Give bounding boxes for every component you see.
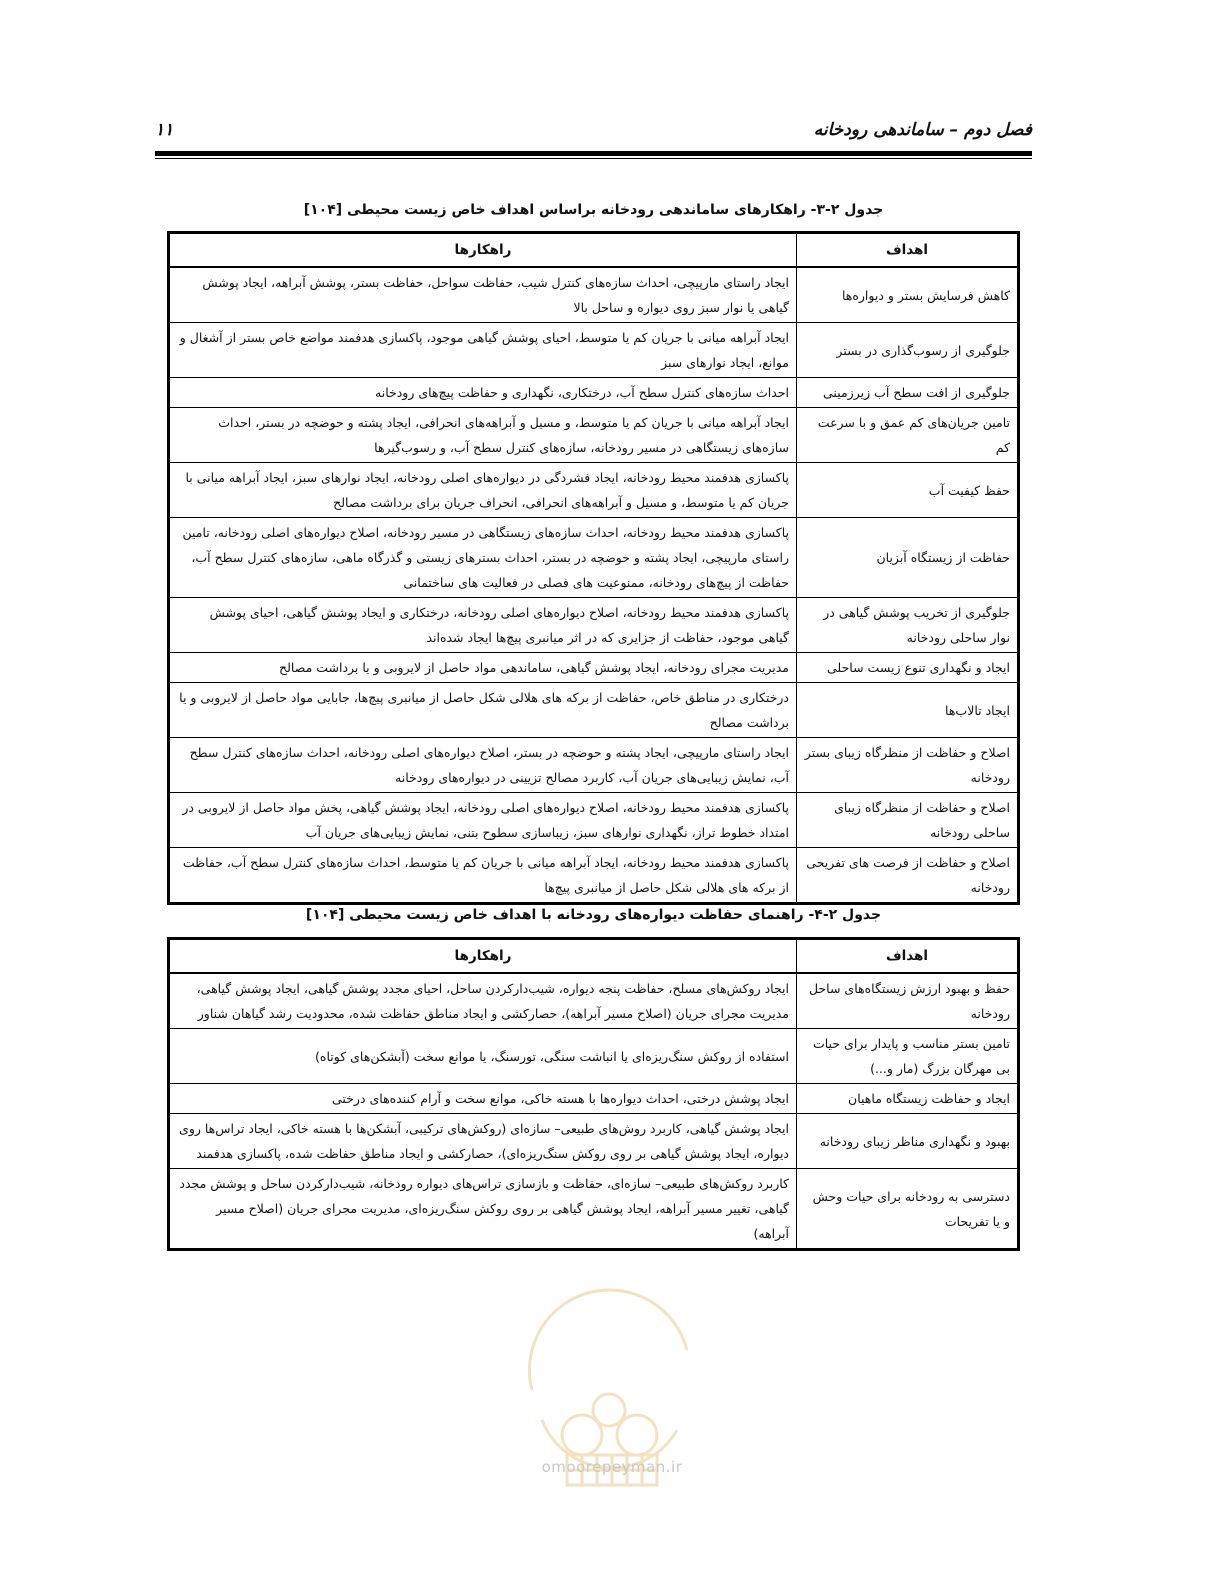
table1-header-row bbox=[169, 233, 1019, 268]
strategy-cell: کاربرد روکش‌های طبیعی– سازه‌ای، حفاظت و بازسازی تراس‌های دیواره رودخانه، شیب‌دارکردن ساحل و پوشش مجدد گیاهی، تغییر مسیر آبراهه، ایجاد پوشش گیاهی بر روی روکش سنگ‌ریزه‌ای، مدیریت مجرای جریان (اصلاح مسیر آبراهه) bbox=[169, 1169, 797, 1250]
table-row bbox=[169, 323, 1019, 378]
table2-header-row bbox=[169, 939, 1019, 974]
strategy-cell: پاکسازی هدفمند محیط رودخانه، اصلاح دیواره‌های اصلی رودخانه، درختکاری و ایجاد پوشش گیاهی، احیای پوشش گیاهی موجود، حفاظت از جزایری که در اثر میانبری پیچ‌ها ایجاد شده‌اند bbox=[169, 598, 797, 653]
table-row bbox=[169, 793, 1019, 848]
table-row bbox=[169, 738, 1019, 793]
page-number: ۱۱ bbox=[155, 120, 174, 140]
strategy-cell: پاکسازی هدفمند محیط رودخانه، اصلاح دیواره‌های اصلی رودخانه، ایجاد پوشش گیاهی، پخش مواد حاصل از لایروبی در امتداد خطوط تراز، نگهداری نوارهای سبز، زیباسازی سطوح بتنی، نمایش زیبایی‌های جریان آب bbox=[169, 793, 797, 848]
strategy-cell: ایجاد پوشش درختی، احداث دیواره‌ها با هسته خاکی، موانع سخت و آرام کننده‌های درختی bbox=[169, 1084, 797, 1114]
goal-cell: اصلاح و حفاظت از منظرگاه زیبای بستر رودخانه bbox=[797, 738, 1019, 793]
goal-cell: بهبود و نگهداری مناظر زیبای رودخانه bbox=[797, 1114, 1019, 1169]
goal-cell: ایجاد و حفاظت زیستگاه ماهیان bbox=[797, 1084, 1019, 1114]
table2-caption: جدول ۲-۴- راهنمای حفاظت دیواره‌های رودخانه با اهداف خاص زیست محیطی [۱۰۴] bbox=[305, 907, 882, 923]
table-row bbox=[169, 518, 1019, 598]
table-row bbox=[169, 1114, 1019, 1169]
goal-cell: ایجاد تالاب‌ها bbox=[797, 683, 1019, 738]
goal-cell: تامین جریان‌های کم عمق و با سرعت کم bbox=[797, 408, 1019, 463]
table-row bbox=[169, 408, 1019, 463]
goal-cell: اصلاح و حفاظت از منظرگاه زیبای ساحلی رودخانه bbox=[797, 793, 1019, 848]
goal-cell: جلوگیری از افت سطح آب زیرزمینی bbox=[797, 378, 1019, 408]
goal-cell: کاهش فرسایش بستر و دیواره‌ها bbox=[797, 267, 1019, 323]
table-row bbox=[169, 1084, 1019, 1114]
chapter-title: فصل دوم – ساماندهی رودخانه bbox=[813, 120, 1032, 140]
strategy-cell: پاکسازی هدفمند محیط رودخانه، احداث سازه‌های زیستگاهی در مسیر رودخانه، اصلاح دیواره‌های اصلی رودخانه، تامین راستای مارپیچی، ایجاد پشته و حوضچه در بستر، احداث بسترهای زیستی و گذرگاه ماهی، سازه‌های کنترل سطح آب، حفاظت از پیچ‌های رودخانه، ممنوعیت های فصلی در فعالیت های ساختمانی bbox=[169, 518, 797, 598]
strategy-cell: پاکسازی هدفمند محیط رودخانه، ایجاد آبراهه میانی با جریان کم یا متوسط، احداث سازه‌های کنترل سطح آب، حفاظت از برکه های هلالی شکل حاصل از میانبری پیچ‌ها bbox=[169, 848, 797, 904]
table2-header-strategies: راهکارها bbox=[169, 939, 797, 974]
table-row bbox=[169, 848, 1019, 904]
header-rule-thick bbox=[155, 151, 1032, 156]
strategy-cell: پاکسازی هدفمند محیط رودخانه، ایجاد فشردگی در دیواره‌های اصلی رودخانه، ایجاد نوارهای سبز، ایجاد آبراهه میانی با جریان کم یا متوسط، و مسیل و آبراهه‌های انحرافی، انحراف جریان برای برداشت مصالح bbox=[169, 463, 797, 518]
strategy-cell: ایجاد راستای مارپیچی، احداث سازه‌های کنترل شیب، حفاظت سواحل، حفاظت بستر، پوشش آبراهه، ایجاد پوشش گیاهی یا نوار سبز روی دیواره و ساحل بالا bbox=[169, 267, 797, 323]
table-row bbox=[169, 1169, 1019, 1250]
table2-body bbox=[169, 973, 1019, 1250]
goal-cell: حفظ کیفیت آب bbox=[797, 463, 1019, 518]
strategy-cell: ایجاد راستای مارپیچی، ایجاد پشته و حوضچه در بستر، اصلاح دیواره‌های اصلی رودخانه، احداث سازه‌های کنترل سطح آب، نمایش زیبایی‌های جریان آب، کاربرد مصالح تزیینی در دیواره‌های رودخانه bbox=[169, 738, 797, 793]
table-row bbox=[169, 683, 1019, 738]
strategy-cell: ایجاد روکش‌های مسلح، حفاظت پنجه دیواره، شیب‌دارکردن ساحل، احیای مجدد پوشش گیاهی، ایجاد پوشش گیاهی، مدیریت مجرای جریان (اصلاح مسیر آبراهه)، حصارکشی و ایجاد مناطق حفاظت شده، محدودیت رشد گیاهان شناور bbox=[169, 973, 797, 1029]
table-row bbox=[169, 598, 1019, 653]
goal-cell: حفاظت از زیستگاه آبزیان bbox=[797, 518, 1019, 598]
goal-cell: اصلاح و حفاظت از فرصت های تفریحی رودخانه bbox=[797, 848, 1019, 904]
goal-cell: جلوگیری از رسوب‌گذاری در بستر bbox=[797, 323, 1019, 378]
goal-cell: تامین بستر مناسب و پایدار برای حیات بی مهرگان بزرگ (مار و...) bbox=[797, 1029, 1019, 1084]
strategy-cell: ایجاد آبراهه میانی با جریان کم یا متوسط، و مسیل و آبراهه‌های انحرافی، ایجاد پشته و حوضچه در بستر، احداث سازه‌های زیستگاهی در مسیر رودخانه، سازه‌های کنترل سطح آب، و رسوب‌گیرها bbox=[169, 408, 797, 463]
table1-header-goals: اهداف bbox=[797, 233, 1019, 268]
table-row bbox=[169, 973, 1019, 1029]
table-row bbox=[169, 267, 1019, 323]
table1-caption: جدول ۲-۳- راهکارهای ساماندهی رودخانه براساس اهداف خاص زیست محیطی [۱۰۴] bbox=[303, 202, 884, 218]
page-header bbox=[155, 118, 1032, 148]
table1 bbox=[167, 231, 1020, 905]
strategy-cell: ایجاد آبراهه میانی با جریان کم یا متوسط، احیای پوشش گیاهی موجود، پاکسازی هدفمند مواضع خاص بستر از آشغال و موانع، ایجاد نوارهای سبز bbox=[169, 323, 797, 378]
table1-header-strategies: راهکارها bbox=[169, 233, 797, 268]
header-rule-thin bbox=[155, 158, 1032, 159]
table2 bbox=[167, 937, 1020, 1251]
goal-cell: جلوگیری از تخریب پوشش گیاهی در نوار ساحلی رودخانه bbox=[797, 598, 1019, 653]
watermark-url: omoorepeyman.ir bbox=[541, 1458, 683, 1476]
strategy-cell: ایجاد پوشش گیاهی، کاربرد روش‌های طبیعی– سازه‌ای (روکش‌های ترکیبی، آبشکن‌ها با هسته خاکی، ایجاد تراس‌ها روی دیواره، ایجاد پوشش گیاهی بر روی روکش سنگ‌ریزه‌ای)، حصارکشی و ایجاد مناطق حفاظت شده، پاکسازی هدفمند bbox=[169, 1114, 797, 1169]
strategy-cell: مدیریت مجرای رودخانه، ایجاد پوشش گیاهی، ساماندهی مواد حاصل از لایروبی و یا برداشت مصالح bbox=[169, 653, 797, 683]
table-row bbox=[169, 653, 1019, 683]
table-row bbox=[169, 1029, 1019, 1084]
table-row bbox=[169, 378, 1019, 408]
strategy-cell: درختکاری در مناطق خاص، حفاظت از برکه های هلالی شکل حاصل از میانبری پیچ‌ها، جابایی مواد حاصل از لایروبی و یا برداشت مصالح bbox=[169, 683, 797, 738]
goal-cell: دسترسی به رودخانه برای حیات وحش و یا تفریحات bbox=[797, 1169, 1019, 1250]
strategy-cell: استفاده از روکش سنگ‌ریزه‌ای یا انباشت سنگی، تورسنگ، یا موانع سخت (آبشکن‌های کوتاه) bbox=[169, 1029, 797, 1084]
table2-header-goals: اهداف bbox=[797, 939, 1019, 974]
goal-cell: ایجاد و نگهداری تنوع زیست ساحلی bbox=[797, 653, 1019, 683]
strategy-cell: احداث سازه‌های کنترل سطح آب، درختکاری، نگهداری و حفاظت پیچ‌های رودخانه bbox=[169, 378, 797, 408]
table1-body bbox=[169, 267, 1019, 904]
goal-cell: حفظ و بهبود ارزش زیستگاه‌های ساحل رودخانه bbox=[797, 973, 1019, 1029]
table-row bbox=[169, 463, 1019, 518]
